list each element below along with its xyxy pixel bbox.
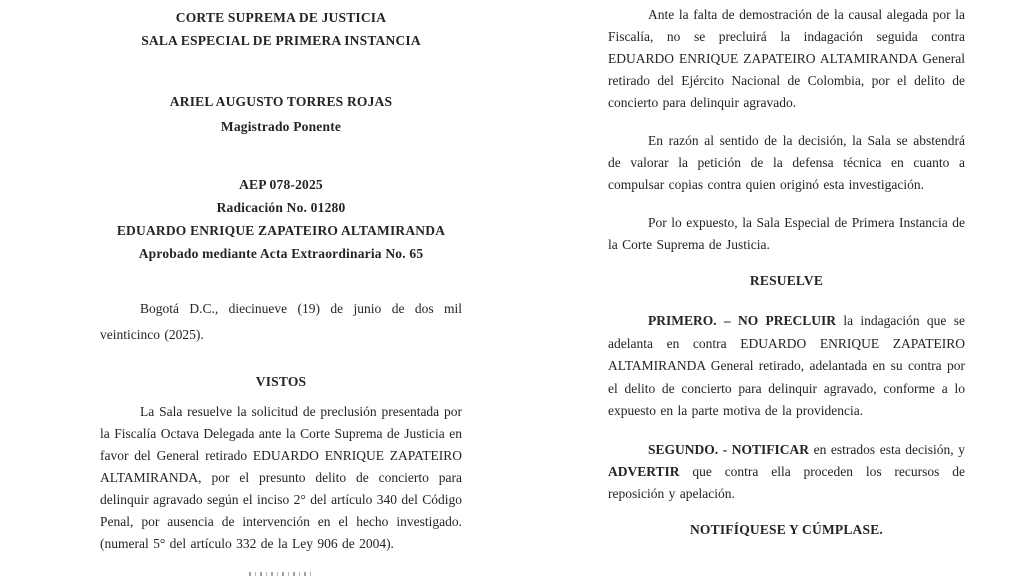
primero-text: la indagación que se adelanta en contra EDUARDO ENRIQUE ZAPATEIRO ALTAMIRANDA General retirado, adelantada en su contra por el delito de concierto para delinquir agravado, conforme a lo expuesto en la parte motiva de la providencia. (608, 313, 965, 418)
chamber-name: SALA ESPECIAL DE PRIMERA INSTANCIA (141, 33, 421, 48)
decision-number: AEP 078-2025 (239, 177, 323, 192)
segundo-bold-label: SEGUNDO. - NOTIFICAR (648, 441, 810, 457)
judge-name: ARIEL AUGUSTO TORRES ROJAS (169, 94, 393, 109)
judge-block (100, 89, 462, 139)
defendant-name: EDUARDO ENRIQUE ZAPATEIRO ALTAMIRANDA (116, 223, 446, 238)
judge-role: Magistrado Ponente (220, 119, 342, 134)
approval-line: Aprobado mediante Acta Extraordinaria No. 65 (138, 246, 424, 261)
conclusion-paragraph-2: En razón al sentido de la decisión, la Sala se abstendrá de valorar la petición de la defensa técnica en cuanto a compulsar copias contra quien originó esta investigación. (608, 133, 965, 192)
primero-paragraph (608, 310, 965, 423)
conclusion-paragraph-3: Por lo expuesto, la Sala Especial de Primera Instancia de la Corte Suprema de Justicia. (608, 215, 965, 252)
conclusion-paragraph-1: Ante la falta de demostración de la causal alegada por la Fiscalía, no se precluirá la indagación seguida contra EDUARDO ENRIQUE ZAPATEIRO ALTAMIRANDA General retirado del Ejército Nacional de Colombia, por el delito de concierto para delinquir agravado. (608, 7, 965, 110)
closing-heading: NOTIFÍQUESE Y CÚMPLASE. (689, 521, 883, 537)
segundo-paragraph (608, 439, 965, 505)
document-page-left (100, 0, 462, 555)
resuelve-heading: RESUELVE (749, 273, 824, 288)
court-header (100, 6, 462, 52)
advertir-bold-label: ADVERTIR (608, 463, 680, 479)
clipped-text-fragment (249, 572, 311, 576)
court-name: CORTE SUPREMA DE JUSTICIA (175, 10, 387, 25)
segundo-text-mid: en estrados esta decisión, y (809, 441, 965, 457)
segundo-text-rest: que contra ella proceden los recursos de reposición y apelación. (608, 463, 965, 501)
date-paragraph: Bogotá D.C., diecinueve (19) de junio de dos mil veinticinco (2025). (100, 301, 462, 342)
case-block (100, 173, 462, 265)
case-number: Radicación No. 01280 (216, 200, 346, 215)
vistos-heading: VISTOS (255, 374, 307, 389)
document-page-right (608, 0, 965, 541)
vistos-paragraph: La Sala resuelve la solicitud de preclusión presentada por la Fiscalía Octava Delegada ante la Corte Suprema de Justicia en favor del General retirado EDUARDO ENRIQUE ZAPATEIRO ALTAMIRANDA, por el presunto delito de concierto para delinquir agravado según el inciso 2° del artículo 340 del Código Penal, por ausencia de intervención en el hecho investigado. (numeral 5° del artículo 332 de la Ley 906 de 2004). (100, 404, 462, 551)
primero-bold-label: PRIMERO. – NO PRECLUIR (648, 313, 837, 328)
